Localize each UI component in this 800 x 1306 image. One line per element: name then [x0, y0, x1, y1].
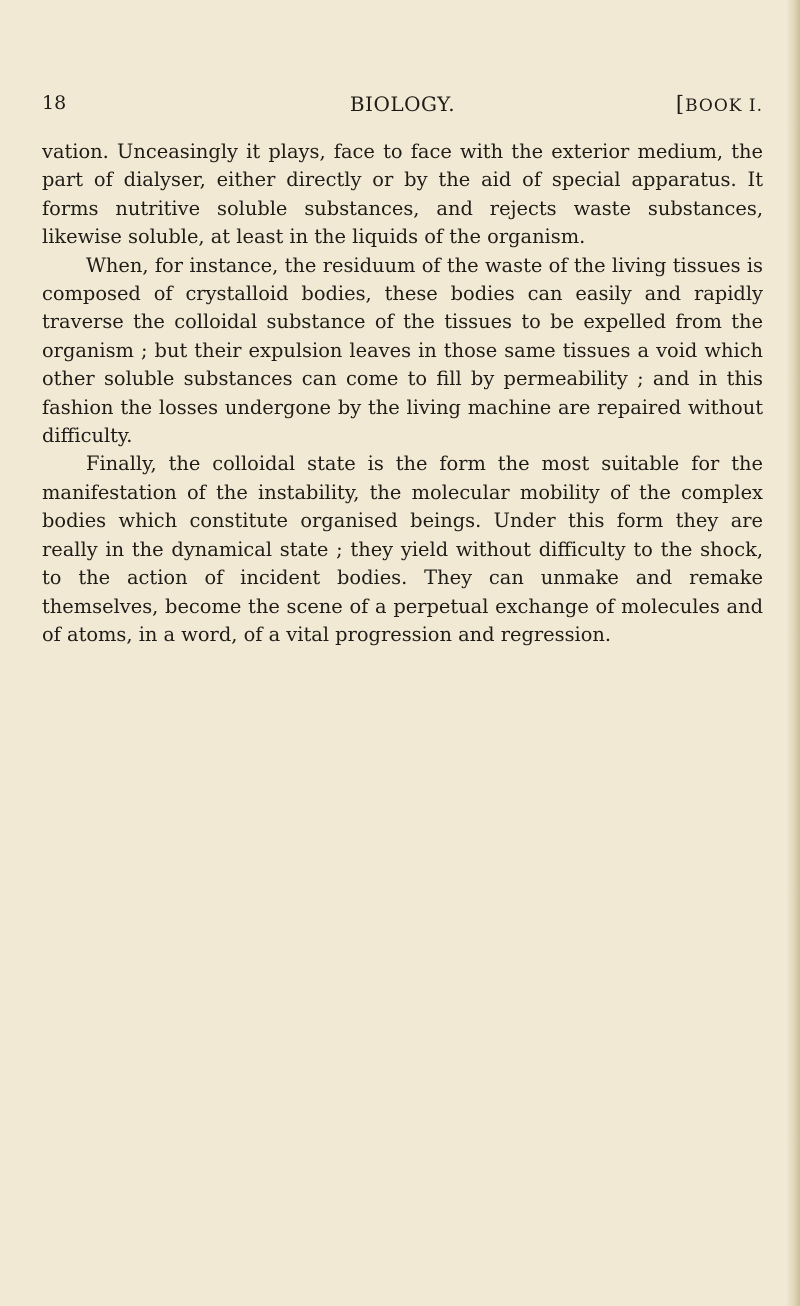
paragraph-1: vation. Unceasingly it plays, face to face with the exterior medium, the part of dialyser, either directly or by the aid of special apparatus. It forms nutritive soluble substances, and rejects waste substances, likewise soluble, at least in the liquids of the organism. [42, 140, 763, 249]
book-reference-bracket: [ [675, 92, 686, 116]
paragraph-2: When, for instance, the residuum of the waste of the living tissues is composed of crystalloid bodies, these bodies can easily and rapidly traverse the colloidal substance of the tissues to be expelled from the organism ; but their expulsion leaves in those same tissues a void which other soluble substances can come to fill by permeability ; and in this fashion the losses undergone by the living machine are repaired without difficulty. [42, 253, 763, 448]
page-header [42, 92, 763, 122]
body-text [42, 138, 763, 649]
page-number: 18 [42, 92, 67, 114]
running-title: BIOLOGY. [349, 92, 456, 116]
paragraph-3: Finally, the colloidal state is the form the most suitable for the manifestation of the instability, the molecular mobility of the complex bodies which constitute organised beings. Under this form they are really in the dynamical state ; they yield without difficulty to the shock, to the action of incident bodies. They can unmake and remake themselves, become the scene of a perpetual exchange of molecules and of atoms, in a word, of a vital progression and regression. [42, 452, 763, 646]
book-reference [676, 92, 763, 116]
page-edge-shadow [786, 0, 800, 1306]
book-reference-label: BOOK I. [685, 96, 763, 116]
